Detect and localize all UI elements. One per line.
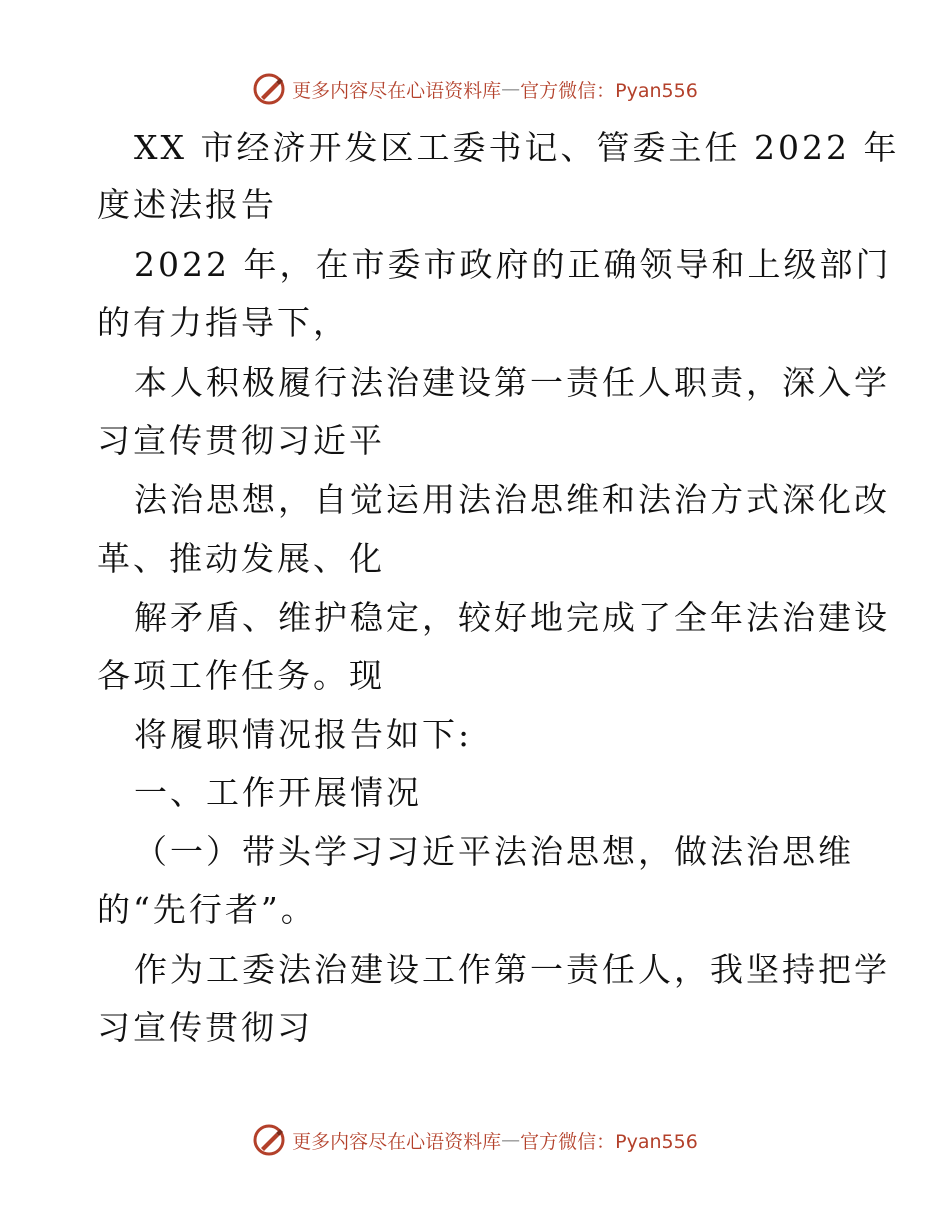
paragraph-line: 习宣传贯彻习 bbox=[97, 1008, 313, 1047]
watermark-footer bbox=[0, 1123, 950, 1157]
section-heading: 一、工作开展情况 bbox=[134, 773, 422, 812]
watermark-contact: 官方微信：Pyan556 bbox=[520, 1130, 698, 1153]
title-line-1: XX 市经济开发区工委书记、管委主任 2022 年 bbox=[134, 128, 900, 167]
watermark-separator: — bbox=[501, 78, 521, 100]
paragraph-line: 本人积极履行法治建设第一责任人职责，深入学 bbox=[134, 363, 890, 402]
paragraph-line: 将履职情况报告如下: bbox=[134, 715, 473, 754]
title-line-2: 度述法报告 bbox=[97, 185, 277, 224]
watermark-separator: — bbox=[501, 1129, 521, 1151]
paragraph-line: 作为工委法治建设工作第一责任人，我坚持把学 bbox=[134, 950, 890, 989]
watermark-text: 更多内容尽在心语资料库 bbox=[292, 1130, 502, 1153]
subsection-heading-line-2: 的“先行者”。 bbox=[97, 890, 317, 929]
subsection-heading-line-1: （一）带头学习习近平法治思想，做法治思维 bbox=[134, 832, 854, 871]
watermark-header bbox=[0, 72, 950, 106]
pen-logo-icon bbox=[252, 1123, 286, 1157]
watermark-text: 更多内容尽在心语资料库 bbox=[292, 79, 502, 102]
paragraph-line: 解矛盾、维护稳定，较好地完成了全年法治建设 bbox=[134, 598, 890, 637]
paragraph-line: 法治思想，自觉运用法治思维和法治方式深化改 bbox=[134, 480, 890, 519]
paragraph-line: 习宣传贯彻习近平 bbox=[97, 421, 385, 460]
pen-logo-icon bbox=[252, 72, 286, 106]
paragraph-line: 的有力指导下， bbox=[97, 303, 349, 342]
paragraph-line: 2022 年，在市委市政府的正确领导和上级部门 bbox=[134, 245, 892, 284]
watermark-contact: 官方微信：Pyan556 bbox=[520, 79, 698, 102]
paragraph-line: 革、推动发展、化 bbox=[97, 539, 385, 578]
paragraph-line: 各项工作任务。现 bbox=[97, 656, 385, 695]
